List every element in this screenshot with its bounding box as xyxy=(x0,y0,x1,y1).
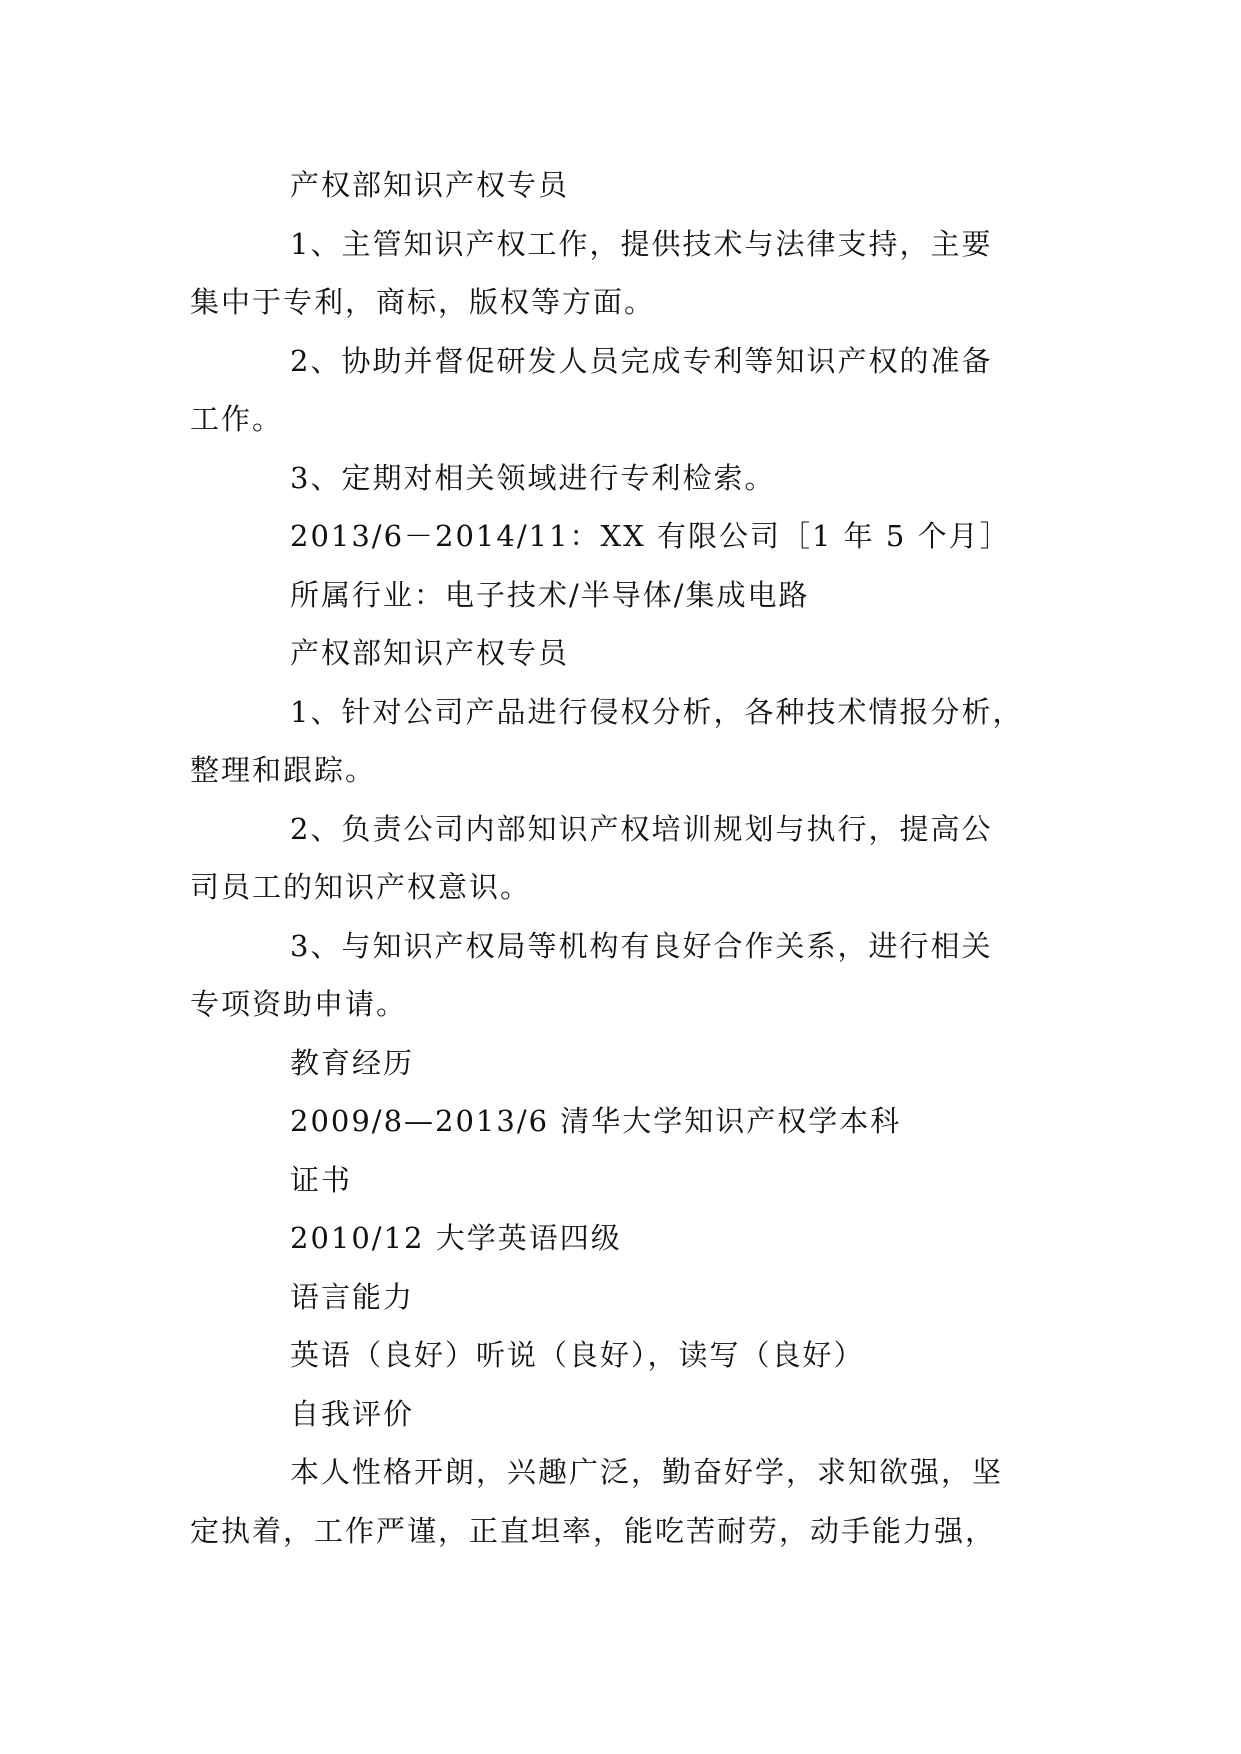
document-page xyxy=(190,156,1056,1560)
job-title-line: 产权部知识产权专员 xyxy=(290,168,570,202)
duty-item-3b-cont: 专项资助申请。 xyxy=(190,987,408,1021)
section-heading-certificates: 证书 xyxy=(290,1162,353,1197)
duty-item-1b: 1、针对公司产品进行侵权分析，各种技术情报分析， xyxy=(290,694,1024,729)
duty-item-1-cont: 集中于专利，商标，版权等方面。 xyxy=(190,285,656,319)
education-entry: 2009/8—2013/6 清华大学知识产权学本科 xyxy=(290,1104,902,1138)
duty-item-3: 3、定期对相关领域进行专利检索。 xyxy=(290,460,776,495)
job-title-line-2: 产权部知识产权专员 xyxy=(290,636,570,670)
employment-period-line: 2013/6－2014/11：XX 有限公司［1 年 5 个月］ xyxy=(290,519,1011,553)
self-evaluation-text-cont: 定执着，工作严谨，正直坦率，能吃苦耐劳，动手能力强， xyxy=(190,1513,997,1548)
section-heading-self-evaluation: 自我评价 xyxy=(290,1396,415,1431)
duty-item-1: 1、主管知识产权工作，提供技术与法律支持，主要 xyxy=(290,226,993,261)
duty-item-1b-cont: 整理和跟踪。 xyxy=(190,753,377,787)
duty-item-2-cont: 工作。 xyxy=(190,402,284,436)
section-heading-education: 教育经历 xyxy=(290,1045,415,1080)
duty-item-3b: 3、与知识产权局等机构有良好合作关系，进行相关 xyxy=(290,928,993,963)
language-entry: 英语（良好）听说（良好），读写（良好） xyxy=(290,1338,865,1372)
duty-item-2b: 2、负责公司内部知识产权培训规划与执行，提高公 xyxy=(290,811,993,846)
industry-line: 所属行业：电子技术/半导体/集成电路 xyxy=(290,577,810,612)
section-heading-language: 语言能力 xyxy=(290,1279,415,1314)
self-evaluation-text: 本人性格开朗，兴趣广泛，勤奋好学，求知欲强，坚 xyxy=(290,1455,1004,1489)
duty-item-2b-cont: 司员工的知识产权意识。 xyxy=(190,870,532,904)
duty-item-2: 2、协助并督促研发人员完成专利等知识产权的准备 xyxy=(290,343,993,378)
certificate-entry: 2010/12 大学英语四级 xyxy=(290,1221,622,1255)
